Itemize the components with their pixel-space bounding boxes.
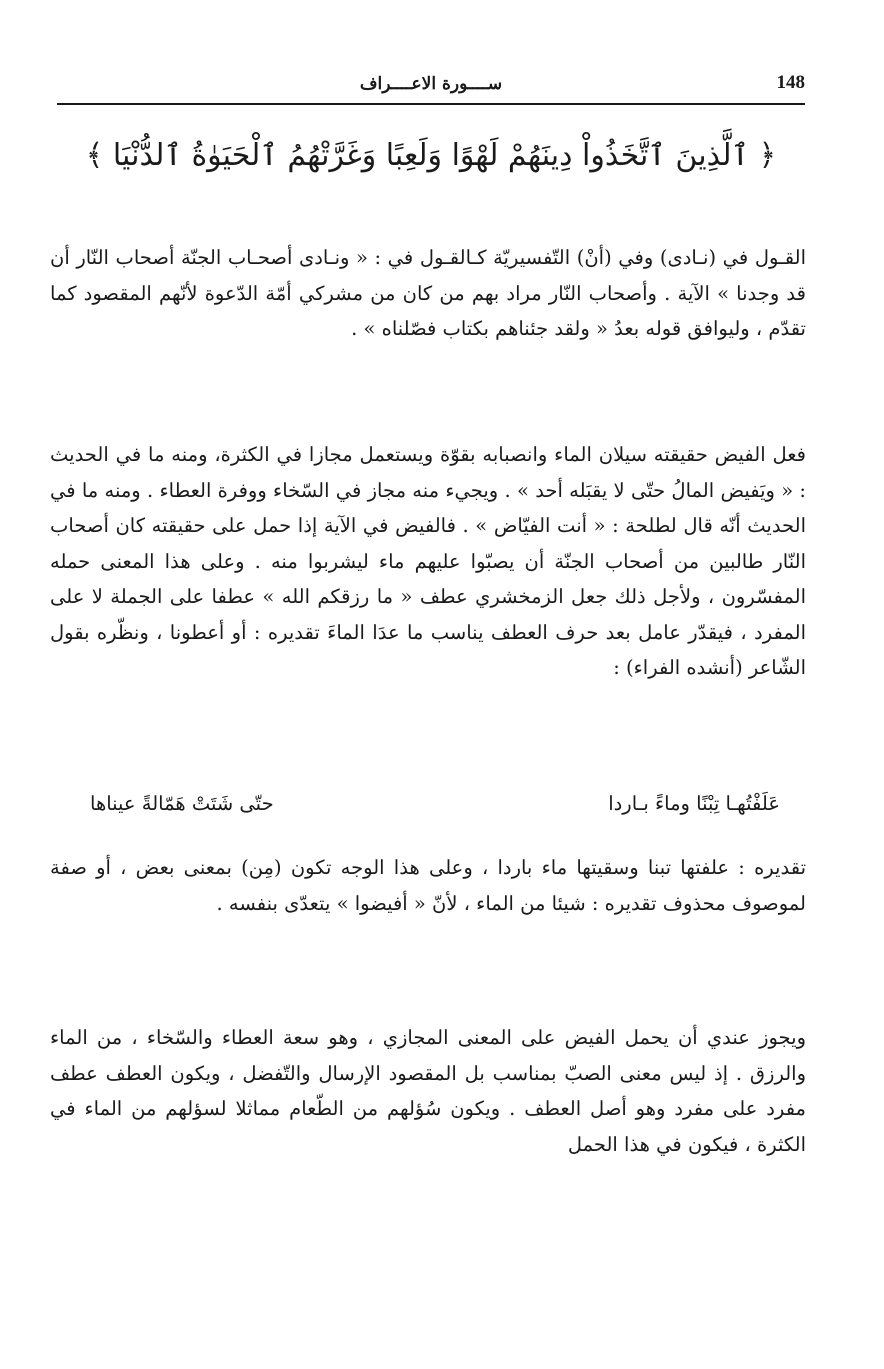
- poem-second-hemistich: حتّى شَتَتْ هَمّالةً عيناها: [90, 792, 274, 815]
- surah-title: ســــورة الاعــــراف: [359, 74, 503, 94]
- paragraph-1: القـول في (نـادى) وفي (أنْ) التّفسيريّة كـالقـول في : « ونـادى أصحـاب الجنّة أصحاب النّار أن قد وجدنا » الآية . وأصحاب النّار مراد بهم من كان من مشركي أمّة الدّعوة لأنّهم المقصود كما تقدّم ، وليوافق قوله بعدُ « ولقد جئناهم بكتاب فصّلناه » .: [50, 246, 806, 340]
- paragraph-3: تقديره : علفتها تبنا وسقيتها ماء باردا ، وعلى هذا الوجه تكون (مِن) بمعنى بعض ، أو صفة لموصوف محذوف تقديره : شيئا من الماء ، لأنّ « أفيضوا » يتعدّى بنفسه .: [50, 856, 806, 915]
- poem-first-hemistich: عَلَفْتُهـا تِبْنًا وماءً بـاردا: [608, 792, 780, 815]
- page-number: 148: [776, 72, 805, 93]
- quran-verse: ﴿ ٱلَّذِينَ ٱتَّخَذُواْ دِينَهُمْ لَهْوًا وَلَعِبًا وَغَرَّتْهُمُ ٱلْحَيَوٰةُ ٱلدُّنْيَا ﴾: [85, 138, 777, 173]
- paragraph-2: فعل الفيض حقيقته سيلان الماء وانصبابه بقوّة ويستعمل مجازا في الكثرة، ومنه ما في الحديث : « ويَفيض المالُ حتّى لا يقبَله أحد » . ويجيء منه مجاز في السّخاء ووفرة العطاء . ومنه ما في الحديث أنّه قال لطلحة : « أنت الفيّاض » . فالفيض في الآية إذا حمل على حقيقته كان أصحاب النّار طالبين من أصحاب الجنّة أن يصبّوا عليهم ماء ليشربوا منه . وعلى هذا المعنى حمله المفسّرون ، ولأجل ذلك جعل الزمخشري عطف « ما رزقكم الله » عطفا على الجملة لا على المفرد ، فيقدّر عامل بعد حرف العطف يناسب ما عدَا الماءَ تقديره : أو أعطونا ، ونظّره بقول الشّاعر (أنشده الفراء) :: [50, 443, 806, 679]
- poem-verse: [90, 786, 780, 821]
- page-header: [57, 72, 805, 102]
- header-rule: [57, 103, 805, 105]
- paragraph-4: ويجوز عندي أن يحمل الفيض على المعنى المجازي ، وهو سعة العطاء والسّخاء ، من الماء والرزق . إذ ليس معنى الصبّ بمناسب بل المقصود الإرسال والتّفضل ، ويكون العطف عطف مفرد على مفرد وهو أصل العطف . ويكون سُؤلهم من الطّعام مماثلا لسؤلهم من الماء في الكثرة ، فيكون في هذا الحمل: [50, 1026, 806, 1156]
